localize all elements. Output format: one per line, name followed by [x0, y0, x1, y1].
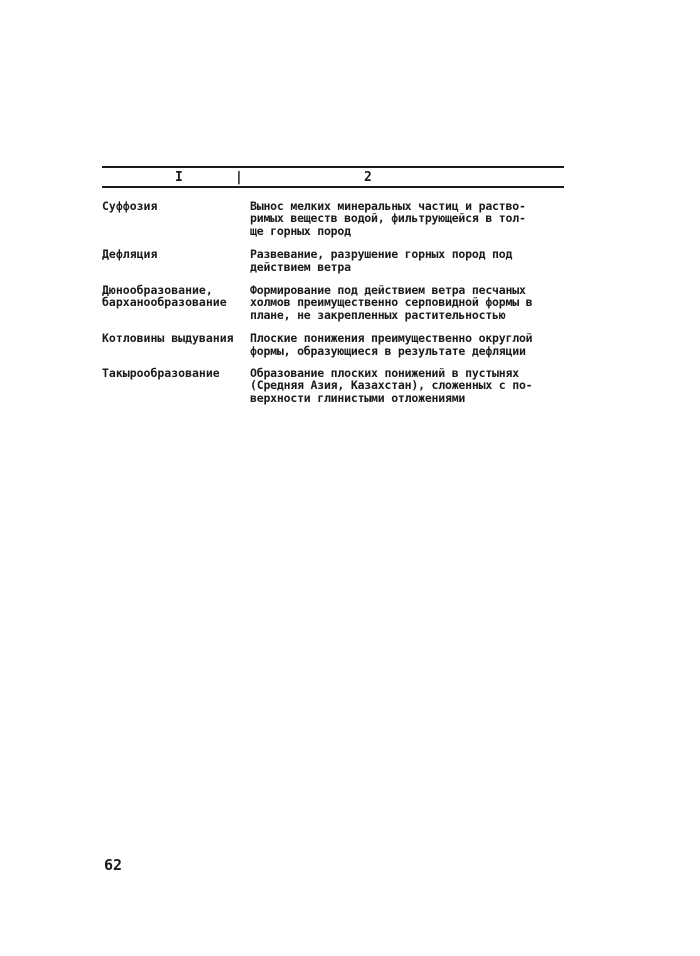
table-row — [102, 284, 564, 321]
column-separator: | — [235, 170, 243, 185]
term-cell: Котловины выдувания — [102, 331, 234, 346]
table-row — [102, 332, 564, 357]
table-header — [102, 168, 564, 186]
definition-cell: Плоские понижения преимущественно округлой формы, образующиеся в результате дефляции — [250, 331, 533, 358]
page-number: 62 — [104, 856, 123, 874]
definition-cell: Развевание, разрушение горных пород под действием ветра — [250, 247, 513, 274]
term-cell: Суффозия — [102, 199, 158, 213]
table-row — [102, 367, 564, 404]
definition-cell: Вынос мелких минеральных частиц и раство- римых веществ водой, фильтрующейся в тол- ще горных пород — [250, 199, 526, 238]
column-header-2: 2 — [364, 170, 372, 185]
term-cell: Такырообразование — [102, 366, 220, 381]
term-cell: Дефляция — [102, 247, 158, 262]
definition-cell: Формирование под действием ветра песчаных холмов преимущественно серповидной формы в плане, не закрепленных растительностью — [250, 283, 533, 322]
table-row — [102, 200, 564, 237]
column-header-1: I — [175, 170, 183, 185]
term-cell: Дюнообразование, барханообразование — [102, 283, 227, 310]
table-row — [102, 248, 564, 273]
definition-cell: Образование плоских понижений в пустынях (Средняя Азия, Казахстан), сложенных с по- верхности глинистыми отложениями — [250, 366, 533, 405]
terms-table — [102, 166, 564, 404]
table-header-rule — [102, 186, 564, 188]
